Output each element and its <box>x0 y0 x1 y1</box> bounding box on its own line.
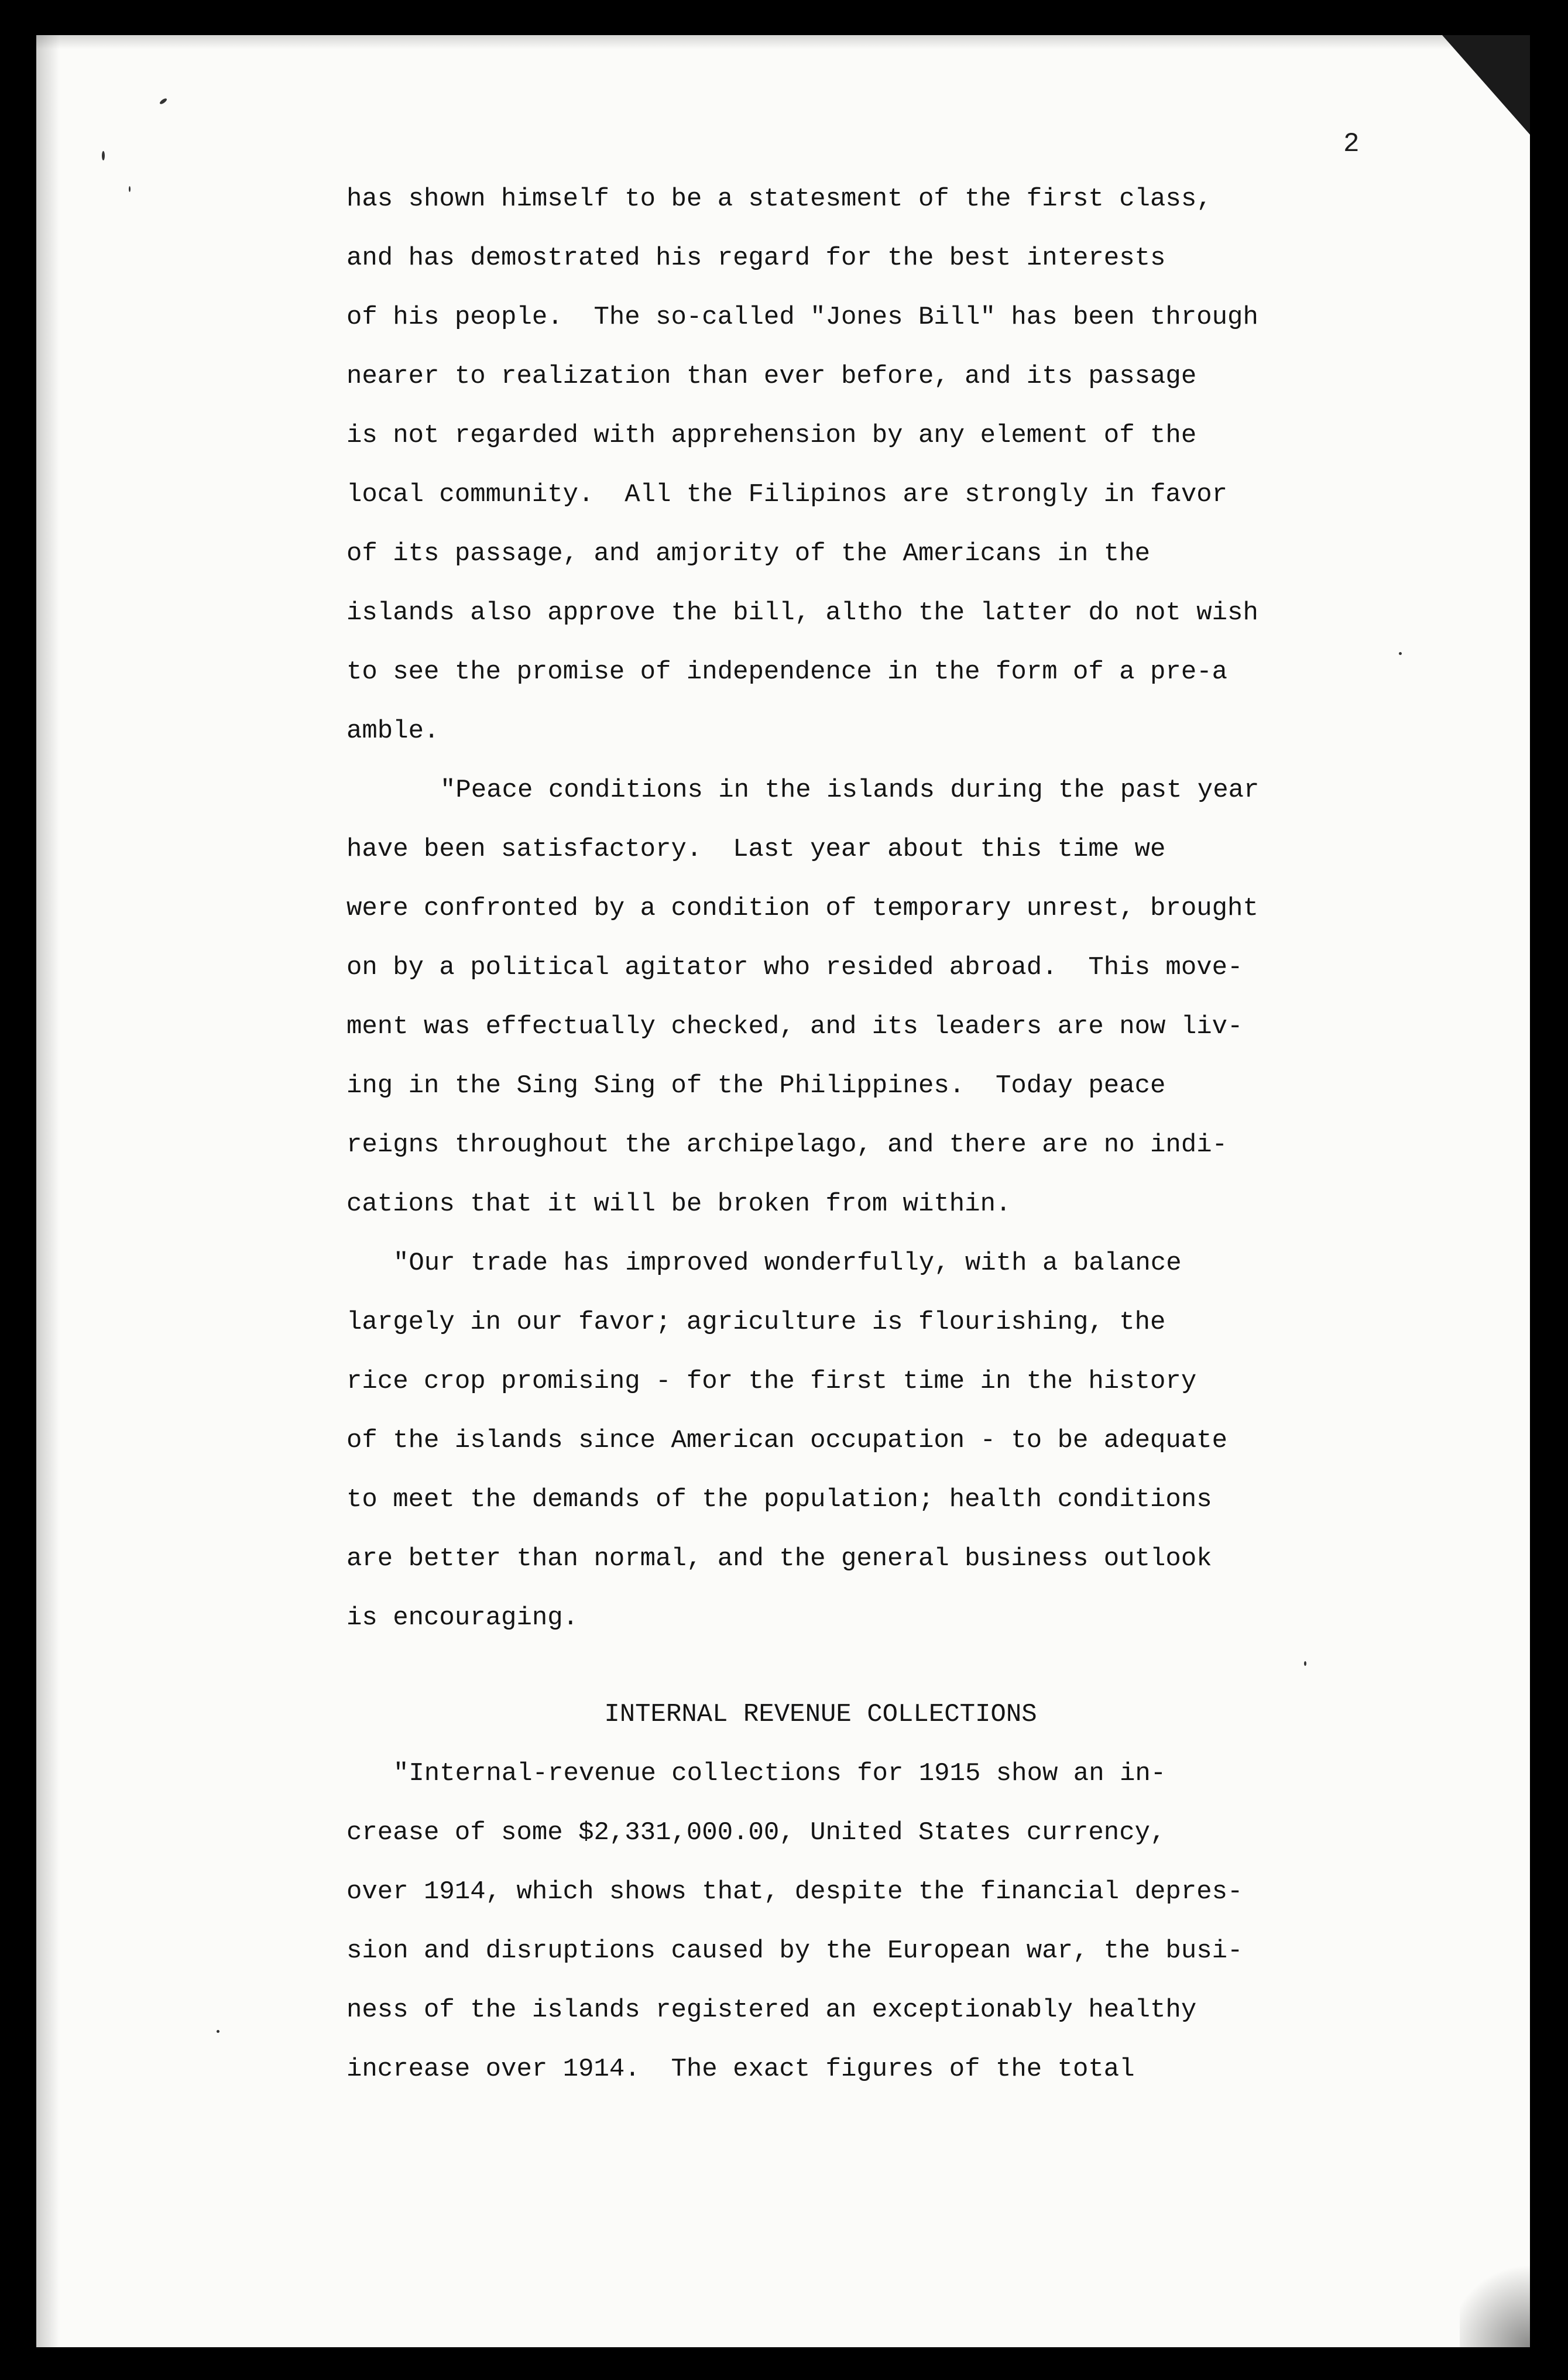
page-edge-shadow-top <box>36 35 1530 49</box>
text-line: reigns throughout the archipelago, and there are no indi- <box>346 1130 1228 1160</box>
folded-corner <box>1442 35 1530 135</box>
text-line: "Internal-revenue collections for 1915 show an in- <box>393 1759 1166 1788</box>
ink-speck <box>217 2030 219 2033</box>
paragraph-3 <box>346 1234 1295 1648</box>
paragraph-2 <box>346 761 1295 1234</box>
text-line: is not regarded with apprehension by any element of the <box>346 421 1197 450</box>
ink-speck <box>1304 1661 1306 1666</box>
text-line: over 1914, which shows that, despite the financial depres- <box>346 1877 1243 1906</box>
ink-speck <box>1399 652 1402 655</box>
text-line: ing in the Sing Sing of the Philippines. Today peace <box>346 1071 1166 1100</box>
text-line: is encouraging. <box>346 1603 579 1633</box>
text-line: and has demostrated his regard for the best interests <box>346 244 1166 273</box>
text-line: amble. <box>346 716 440 746</box>
section-gap <box>346 1648 1295 1685</box>
page-number: 2 <box>1343 129 1360 159</box>
worn-corner <box>1460 2254 1530 2347</box>
text-line: rice crop promising - for the first time in the history <box>346 1367 1197 1396</box>
text-line: largely in our favor; agriculture is flourishing, the <box>346 1308 1166 1337</box>
text-line: crease of some $2,331,000.00, United States currency, <box>346 1818 1166 1847</box>
text-line: are better than normal, and the general business outlook <box>346 1544 1212 1573</box>
text-line: increase over 1914. The exact figures of the total <box>346 2055 1135 2084</box>
text-line: on by a political agitator who resided abroad. This move- <box>346 953 1243 982</box>
text-line: "Our trade has improved wonderfully, with a balance <box>393 1249 1182 1278</box>
ink-speck <box>129 186 131 192</box>
text-line: islands also approve the bill, altho the latter do not wish <box>346 598 1258 627</box>
text-line: of its passage, and amjority of the Americans in the <box>346 539 1151 568</box>
text-line: ment was effectually checked, and its leaders are now liv- <box>346 1012 1243 1041</box>
text-line: sion and disruptions caused by the European war, the busi- <box>346 1936 1243 1966</box>
paragraph-1 <box>346 170 1295 761</box>
text-line: nearer to realization than ever before, and its passage <box>346 362 1197 391</box>
text-line: have been satisfactory. Last year about this time we <box>346 835 1166 864</box>
text-line: "Peace conditions in the islands during the past year <box>440 776 1260 805</box>
document-body <box>346 170 1295 2099</box>
text-line: to see the promise of independence in the form of a pre-a <box>346 657 1228 687</box>
section-heading: INTERNAL REVENUE COLLECTIONS <box>604 1700 1037 1729</box>
text-line: local community. All the Filipinos are strongly in favor <box>346 480 1228 509</box>
page-edge-shadow <box>36 35 60 2347</box>
text-line: has shown himself to be a statesment of the first class, <box>346 184 1212 214</box>
ink-speck <box>159 98 168 105</box>
text-line: of the islands since American occupation - to be adequate <box>346 1426 1228 1455</box>
paragraph-4 <box>346 1744 1295 2099</box>
ink-speck <box>102 151 105 160</box>
text-line: ness of the islands registered an exceptionably healthy <box>346 1995 1197 2025</box>
text-line: were confronted by a condition of temporary unrest, brought <box>346 894 1258 923</box>
text-line: of his people. The so-called "Jones Bill" has been through <box>346 303 1258 332</box>
text-line: cations that it will be broken from within. <box>346 1189 1011 1219</box>
text-line: to meet the demands of the population; health conditions <box>346 1485 1212 1514</box>
